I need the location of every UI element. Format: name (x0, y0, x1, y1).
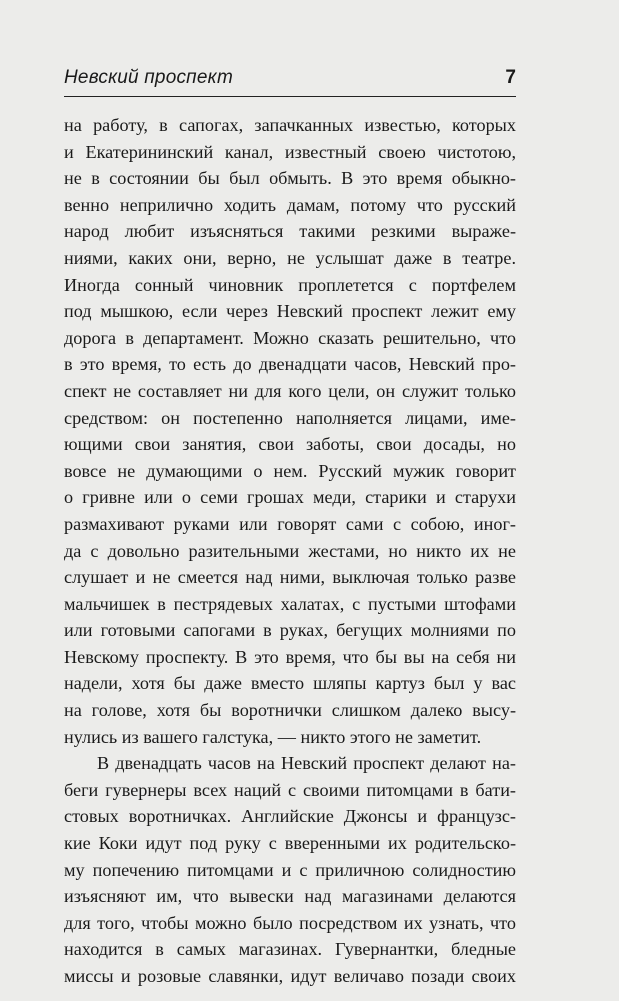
text-line: под мышкою, если через Невский проспект лежит ему (64, 301, 516, 322)
header-rule (64, 96, 516, 97)
text-line: кие Коки идут под руку с вверенными их родительско- (64, 833, 516, 854)
text-line: В двенадцать часов на Невский проспект делают на- (97, 753, 516, 774)
text-line: нулись из вашего галстука, — никто этого не заметит. (64, 726, 482, 747)
text-line: на работу, в сапогах, запачканных известью, которых (64, 115, 516, 135)
page-number: 7 (505, 67, 516, 88)
running-title: Невский проспект (64, 67, 233, 88)
text-line: средством: он постепенно наполняется лицами, име- (64, 407, 516, 428)
text-line: спект не составляет ни для кого цели, он служит только (64, 380, 516, 401)
text-line: размахивают руками или говорят сами с собою, иног- (64, 513, 516, 534)
text-line: ющими свои занятия, свои заботы, свои досады, но (64, 434, 516, 455)
text-line: находится в самых магазинах. Гувернантки, бледные (64, 939, 516, 960)
text-line: и Екатерининский канал, известный своею чистотою, (64, 141, 516, 162)
text-line: слушает и не смеется над ними, выключая только разве (64, 567, 516, 588)
text-line: Невскому проспекту. В это время, что бы вы на себя ни (64, 646, 516, 667)
text-line: да с довольно разительными жестами, но никто их не (64, 540, 516, 561)
text-line: дорога в департамент. Можно сказать решительно, что (64, 327, 516, 348)
text-line: венно неприлично ходить дамам, потому что русский (64, 194, 516, 215)
body-text (64, 112, 516, 990)
paragraph (64, 112, 516, 750)
paragraph (64, 750, 516, 989)
text-line: о гривне или о семи грошах меди, старики и старухи (64, 487, 516, 508)
text-line: стовых воротничках. Английские Джонсы и французс- (64, 806, 516, 827)
text-line: народ любит изъясняться такими резкими выраже- (64, 221, 516, 242)
text-line: для того, чтобы можно было посредством их узнать, что (64, 912, 516, 933)
text-line: изъясняют им, что вывески над магазинами делаются (64, 886, 516, 907)
text-line: мальчишек в пестрядевых халатах, с пустыми штофами (64, 593, 516, 614)
running-header (64, 65, 516, 95)
text-line: или готовыми сапогами в руках, бегущих молниями по (64, 620, 516, 641)
text-line: надели, хотя бы даже вместо шляпы картуз был у вас (64, 673, 516, 694)
text-line: му попечению питомцами и с приличною солидностию (64, 859, 516, 880)
text-line: в это время, то есть до двенадцати часов, Невский про- (64, 354, 516, 375)
text-line: Иногда сонный чиновник проплетется с портфелем (64, 274, 516, 295)
text-line: беги гувернеры всех наций с своими питомцами в бати- (64, 779, 516, 800)
text-line: вовсе не думающими о нем. Русский мужик говорит (64, 460, 516, 481)
text-line: ниями, каких они, верно, не услышат даже в театре. (64, 247, 516, 268)
text-line: не в состоянии бы был обмыть. В это время обыкно- (64, 168, 516, 189)
text-line: миссы и розовые славянки, идут величаво позади своих (64, 966, 516, 986)
text-line: на голове, хотя бы воротнички слишком далеко высу- (64, 700, 516, 721)
